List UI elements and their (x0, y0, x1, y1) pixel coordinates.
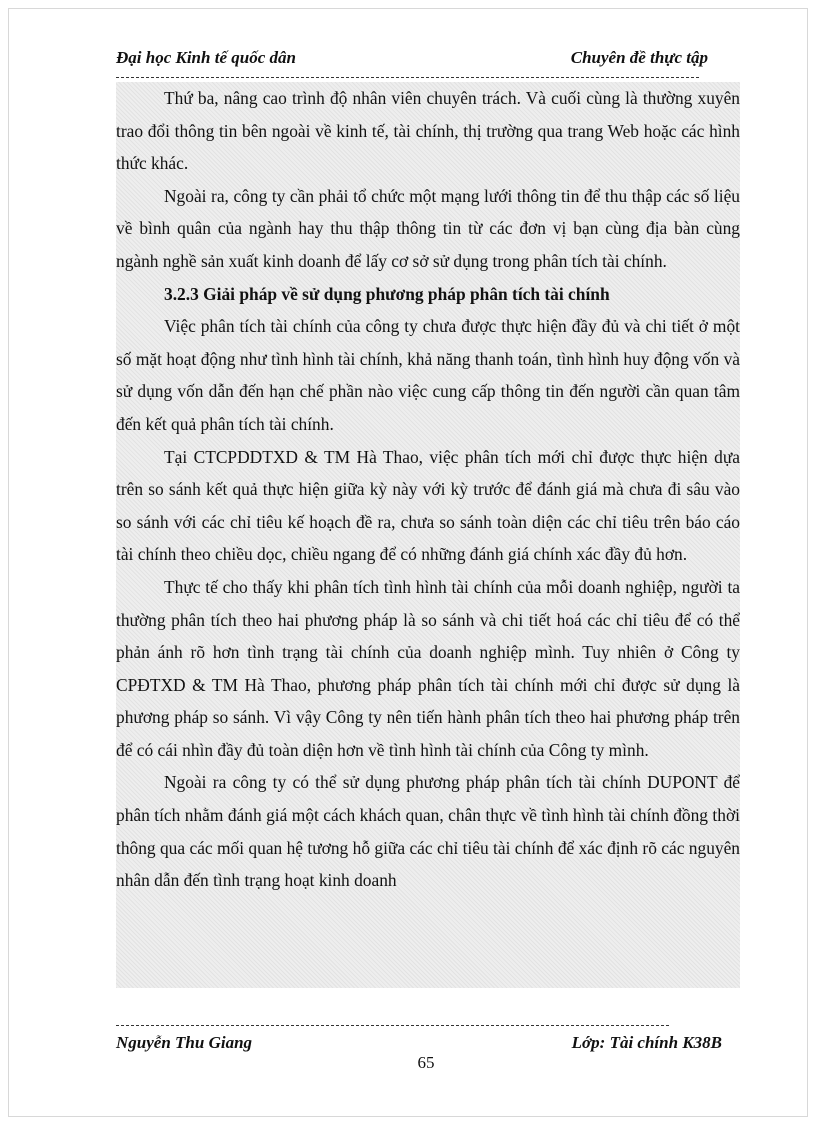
paragraph-3: Việc phân tích tài chính của công ty chưa được thực hiện đầy đủ và chi tiết ở một số mặt hoạt động như tình hình tài chính, khả năng thanh toán, tình hình huy động vốn và sử dụng vốn dẫn đến hạn chế phần nào việc cung cấp thông tin đến người cần quan tâm đến kết quả phân tích tài chính. (116, 316, 740, 434)
footer-class: Lớp: Tài chính K38B (571, 1033, 722, 1052)
page-header (116, 48, 708, 72)
paragraph-6: Ngoài ra công ty có thể sử dụng phương pháp phân tích tài chính DUPONT để phân tích nhằm đánh giá một cách khách quan, chân thực về tình hình tài chính đồng thời thông qua các mối quan hệ tương hỗ giữa các chỉ tiêu tài chính để xác định rõ các nguyên nhân dẫn đến tình trạng hoạt kinh doanh (116, 772, 740, 891)
section-heading: 3.2.3 Giải pháp về sử dụng phương pháp phân tích tài chính (164, 283, 610, 304)
paragraph-2: Ngoài ra, công ty cần phải tổ chức một mạng lưới thông tin để thu thập các số liệu về bình quân của ngành hay thu thập thông tin từ các đơn vị bạn cùng địa bàn cùng ngành nghề sản xuất kinh doanh để lấy cơ sở sử dụng trong phân tích tài chính. (116, 185, 740, 271)
header-university: Đại học Kinh tế quốc dân (116, 48, 296, 67)
paragraph-5: Thực tế cho thấy khi phân tích tình hình tài chính của mỗi doanh nghiệp, người ta thường phân tích theo hai phương pháp là so sánh và chi tiết hoá các chỉ tiêu để có thể phản ánh rõ hơn tình trạng tài chính của doanh nghiệp mình. Tuy nhiên ở Công ty CPĐTXD & TM Hà Thao, phương pháp phân tích tài chính mới chỉ được sử dụng là phương pháp so sánh. Vì vậy Công ty nên tiến hành phân tích theo hai phương pháp trên để có cái nhìn đầy đủ toàn diện hơn về tình hình tài chính của Công ty mình. (116, 576, 740, 760)
paragraph-1: Thứ ba, nâng cao trình độ nhân viên chuyên trách. Và cuối cùng là thường xuyên trao đổi thông tin bên ngoài về kinh tế, tài chính, thị trường qua trang Web hoặc các hình thức khác. (116, 88, 740, 174)
footer-divider (116, 1025, 669, 1026)
paragraph-4: Tại CTCPDDTXD & TM Hà Thao, việc phân tích mới chỉ được thực hiện dựa trên so sánh kết quả thực hiện giữa kỳ này với kỳ trước để đánh giá mà chưa đi sâu vào so sánh với các chỉ tiêu kế hoạch đề ra, chưa so sánh toàn diện các chỉ tiêu trên báo cáo tài chính theo chiều dọc, chiều ngang để có những đánh giá chính xác đầy đủ hơn. (116, 446, 740, 565)
footer-author: Nguyễn Thu Giang (116, 1033, 253, 1052)
header-divider (116, 77, 699, 78)
document-body (116, 82, 740, 988)
header-document-type: Chuyên đề thực tập (570, 48, 708, 67)
page-number: 65 (417, 1053, 435, 1072)
